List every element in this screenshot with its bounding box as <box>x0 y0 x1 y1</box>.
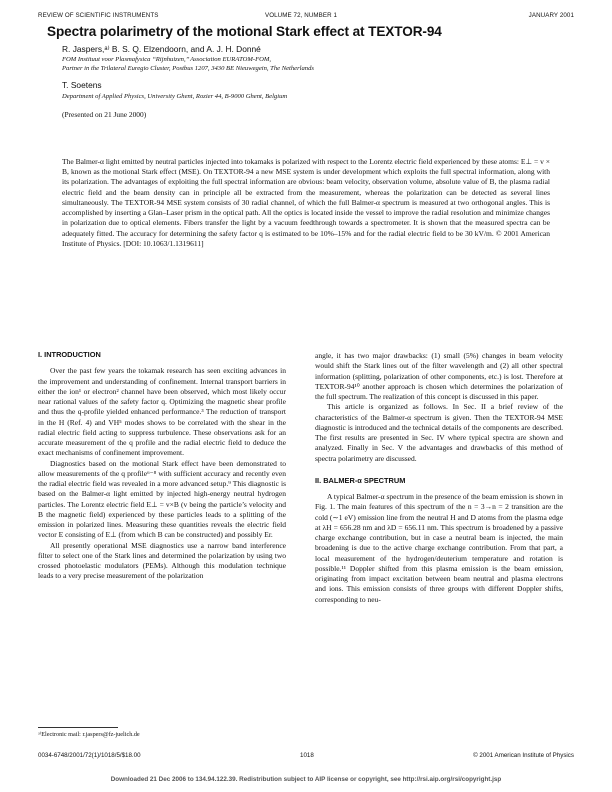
right-column <box>315 351 563 605</box>
balmer-paragraph: A typical Balmer-α spectrum in the presence of the beam emission is shown in Fig. 1. The main features of this spectrum of the n = 3→n = 2 transition are the cold (∼1 eV) emission line from the neutral H and D atoms from the plasma edge at λH = 656.28 nm and λD = 656.11 nm. This spectrum is broadened by a passive charge exchange contribution, but in case a neutral beam is injected, the main broadening is due to the active charge exchange contribution. From that part, a local measurement of the hydrogen/deuterium temperature and rotation is possible.¹¹ Doppler shifted from this plasma emission is the beam emission, originating from impact excitation between beam neutral and plasma electrons and ions. This emission consists of three groups with different Doppler shifts, corresponding to neu- <box>315 492 563 604</box>
issue-date: JANUARY 2001 <box>528 12 574 19</box>
intro-paragraph: Over the past few years the tokamak research has seen exciting advances in the improvement and understanding of confinement. Internal transport barriers in either the ion¹ or electron² channel have been observed, which most likely occur near rational values of the safety factor q. Optimizing the magnetic shear profile and thus the q-profile yielded enhanced performance.³ The reduction of transport in the H (Ref. 4) and VH⁵ modes shows to be correlated with the shear in the radial electric field acting to suppress turbulence. These observations ask for an accurate measurement of the q profile and the radial electric field to deduce the exact mechanisms of confinement improvement. <box>38 366 286 458</box>
affiliation-fom-line1: FOM Instituut voor Plasmafysica ‘‘Rijnhuizen,’’ Association EURATOM-FOM, <box>62 56 272 63</box>
left-column <box>38 350 286 582</box>
paper-title: Spectra polarimetry of the motional Stark effect at TEXTOR-94 <box>47 24 442 39</box>
abstract: The Balmer-α light emitted by neutral particles injected into tokamaks is polarized with respect to the Lorentz electric field experienced by these atoms: E⊥ = v × B, known as the motional Stark effect (MSE). On TEXTOR-94 a new MSE system is under development which exploits the full spectral information, along with its polarization. The advantages of exploiting the full spectral information are obvious: beam velocity, observation volume, absolute value of B, the plasma radial electric field and the beam density can in principle all be extracted from the measurement, whereas the polarization can be detected as several lines simultaneously. The TEXTOR-94 MSE system consists of 30 radial channel, of which the full Balmer-α spectrum is measured at two orthogonal angles. This is accomplished by inserting a Glan–Laser prism in the optical path. All the optics is located inside the vessel to improve the radial resolution and minimize changes in polarization due to optical elements. Fibers transfer the light by a vacuum feedthrough towards a spectrometer. It is shown that the measured spectra can be adequately fitted. The accuracy for determining the safety factor q is estimated to be 10%–15% and for the radial electric field to be 30 kV/m. © 2001 American Institute of Physics. [DOI: 10.1063/1.1319611] <box>62 157 550 248</box>
download-notice: Downloaded 21 Dec 2006 to 134.94.122.39. Redistribution subject to AIP license or copyright, see http://rsi.aip.org/rsi/copyright.jsp <box>110 776 502 783</box>
volume-info: VOLUME 72, NUMBER 1 <box>265 12 338 19</box>
page-number: 1018 <box>300 752 314 759</box>
article-code: 0034-6748/2001/72(1)/1018/5/$18.00 <box>38 752 141 759</box>
journal-name: REVIEW OF SCIENTIFIC INSTRUMENTS <box>38 12 159 19</box>
affiliation-fom-line2: Partner in the Trilateral Euregio Cluster, Postbus 1207, 3430 BE Nieuwegein, The Netherlands <box>62 65 314 72</box>
intro-paragraph: All presently operational MSE diagnostics use a narrow band interference filter to select one of the Stark lines and determined the polarization by using two crossed photoelastic modulators (PEMs). Although this modulation technique leads to a very precise measurement of the polarization <box>38 540 286 581</box>
copyright: © 2001 American Institute of Physics <box>473 752 574 759</box>
affiliation-ghent: Department of Applied Physics, University Ghent, Rozier 44, B-9000 Ghent, Belgium <box>62 93 288 100</box>
section-heading-balmer-spectrum: II. BALMER-α SPECTRUM <box>315 475 406 485</box>
intro-paragraph-continued: angle, it has two major drawbacks: (1) small (5%) changes in beam velocity would shift the Stark lines out of the filter wavelength and (2) all other spectral information (splitting, polarization of other components, etc.) is lost. Therefore at TEXTOR-94¹⁰ another approach is chosen which determines the polarization of the full spectrum. The realization of this concept is discussed in this paper. <box>315 351 563 401</box>
footnote-email: ᵃ⁾Electronic mail: r.jaspers@fz-juelich.de <box>38 731 140 738</box>
author-list-secondary: T. Soetens <box>62 80 102 90</box>
outline-paragraph: This article is organized as follows. In Sec. II a brief review of the characteristics of the Balmer-α spectrum is given. Then the TEXTOR-94 MSE diagnostic is introduced and the technical details of the components are described. The first results are presented in Sec. IV where typical spectra are shown and analyzed. Finally in Sec. V the advantages and drawbacks of this method of spectra polarimetry are discussed. <box>315 402 563 463</box>
footnote-rule <box>38 727 118 728</box>
author-list-primary: R. Jaspers,ᵃ⁾ B. S. Q. Elzendoorn, and A. J. H. Donné <box>62 44 261 54</box>
section-heading-introduction: I. INTRODUCTION <box>38 350 101 359</box>
presented-date: (Presented on 21 June 2000) <box>62 110 147 119</box>
intro-paragraph: Diagnostics based on the motional Stark effect have been demonstrated to allow measurements of the q profile⁶⁻⁸ with sufficient accuracy and recently even the radial electric field was revealed in a more advanced setup.⁹ This diagnostic is based on the Balmer-α light emitted by injected high-energy neutral hydrogen particles. The Lorentz electric field E⊥ = v×B (v being the particle’s velocity and B the magnetic field) experienced by these particles leads to a splitting of the emission in polarized lines. Measuring these quantities reveals the electric field vector E consisting of E⊥ (from which B can be constructed) and possibly Er. <box>38 458 286 540</box>
